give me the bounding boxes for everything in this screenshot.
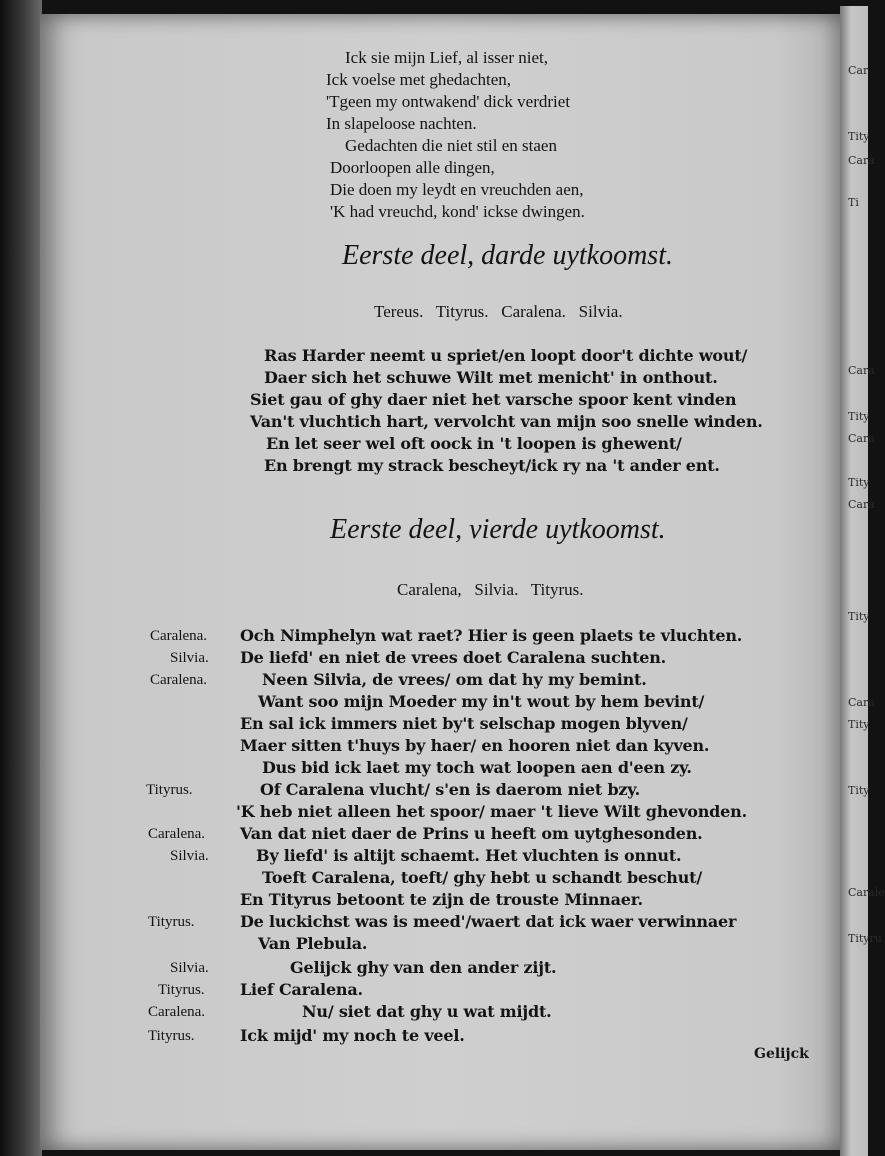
dialogue-line: De liefd' en niet de vrees doet Caralena suchten.: [240, 648, 667, 667]
poem-line: In slapeloose nachten.: [326, 114, 477, 133]
edge-fragment: Cara: [848, 432, 875, 445]
dialogue-line: Gelijck ghy van den ander zijt.: [290, 958, 557, 977]
dialogue-line: Neen Silvia, de vrees/ om dat hy my bemint.: [262, 670, 647, 689]
scene-heading: Eerste deel, vierde uytkoomst.: [330, 514, 666, 545]
edge-fragment: Tity: [848, 610, 870, 623]
dialogue-line: Nu/ siet dat ghy u wat mijdt.: [302, 1002, 552, 1021]
edge-fragment: Cara: [848, 498, 875, 511]
edge-fragment: Carale: [848, 886, 885, 899]
edge-fragment: Cara: [848, 154, 875, 167]
dialogue-line: Dus bid ick laet my toch wat loopen aen d'een zy.: [262, 758, 692, 777]
poem-line: Ick sie mijn Lief, al isser niet,: [345, 48, 548, 67]
speaker-name: Tityrus.: [148, 914, 195, 930]
edge-fragment: Car: [848, 64, 869, 77]
verse-line: Van't vluchtich hart, vervolcht van mijn soo snelle winden.: [250, 412, 763, 431]
dialogue-line: Of Caralena vlucht/ s'en is daerom niet bzy.: [260, 780, 640, 799]
verse-line: En let seer wel oft oock in 't loopen is ghewent/: [266, 434, 682, 453]
cast-list: Caralena, Silvia. Tityrus.: [397, 580, 584, 599]
dialogue-line: 'K heb niet alleen het spoor/ maer 't lieve Wilt ghevonden.: [236, 802, 747, 821]
verse-line: En brengt my strack bescheyt/ick ry na 't ander ent.: [264, 456, 720, 475]
cast-list: Tereus. Tityrus. Caralena. Silvia.: [374, 302, 623, 321]
dialogue-line: Lief Caralena.: [240, 980, 363, 999]
verse-line: Siet gau of ghy daer niet het varsche spoor kent vinden: [250, 390, 737, 409]
edge-fragment: Tity: [848, 410, 870, 423]
edge-fragment: Tity: [848, 130, 870, 143]
book-page: [40, 14, 840, 1150]
dialogue-line: Maer sitten t'huys by haer/ en hooren niet dan kyven.: [240, 736, 710, 755]
edge-fragment: Ti: [848, 196, 859, 209]
dialogue-line: Van dat niet daer de Prins u heeft om uytghesonden.: [240, 824, 703, 843]
catchword: Gelijck: [754, 1046, 809, 1062]
speaker-name: Caralena.: [148, 1004, 206, 1020]
dialogue-line: Och Nimphelyn wat raet? Hier is geen plaets te vluchten.: [240, 626, 743, 645]
dialogue-line: Ick mijd' my noch te veel.: [240, 1026, 465, 1045]
dialogue-line: De luckichst was is meed'/waert dat ick waer verwinnaer: [240, 912, 737, 931]
scene-heading: Eerste deel, darde uytkoomst.: [342, 240, 673, 271]
verse-line: Daer sich het schuwe Wilt met menicht' in onthout.: [264, 368, 718, 387]
dialogue-line: Toeft Caralena, toeft/ ghy hebt u schandt beschut/: [262, 868, 702, 887]
dialogue-line: By liefd' is altijt schaemt. Het vluchten is onnut.: [256, 846, 682, 865]
speaker-name: Tityrus.: [158, 982, 205, 998]
poem-line: 'Tgeen my ontwakend' dick verdriet: [326, 92, 571, 111]
speaker-name: Caralena.: [148, 826, 206, 842]
edge-fragment: Tity: [848, 784, 870, 797]
dialogue-line: En sal ick immers niet by't selschap mogen blyven/: [240, 714, 688, 733]
book-spine: [0, 0, 42, 1156]
poem-line: 'K had vreuchd, kond' ickse dwingen.: [330, 202, 585, 221]
edge-fragment: Cara: [848, 696, 875, 709]
edge-fragment: Tity: [848, 718, 870, 731]
speaker-name: Silvia.: [170, 848, 209, 864]
dialogue-line: Van Plebula.: [258, 934, 368, 953]
edge-fragment: Tityru: [848, 932, 882, 945]
speaker-name: Tityrus.: [146, 782, 193, 798]
speaker-name: Silvia.: [170, 960, 209, 976]
poem-line: Die doen my leydt en vreuchden aen,: [330, 180, 584, 199]
speaker-name: Tityrus.: [148, 1028, 195, 1044]
poem-line: Doorloopen alle dingen,: [330, 158, 495, 177]
dialogue-line: En Tityrus betoont te zijn de trouste Minnaer.: [240, 890, 643, 909]
poem-line: Gedachten die niet stil en staen: [345, 136, 557, 155]
edge-fragment: Cara: [848, 364, 875, 377]
speaker-name: Caralena.: [150, 628, 208, 644]
dialogue-line: Want soo mijn Moeder my in't wout by hem bevint/: [258, 692, 705, 711]
adjacent-page-edge: [840, 6, 885, 1156]
poem-line: Ick voelse met ghedachten,: [326, 70, 512, 89]
speaker-name: Silvia.: [170, 650, 209, 666]
edge-fragment: Tity: [848, 476, 870, 489]
speaker-name: Caralena.: [150, 672, 208, 688]
verse-line: Ras Harder neemt u spriet/en loopt door't dichte wout/: [264, 346, 748, 365]
